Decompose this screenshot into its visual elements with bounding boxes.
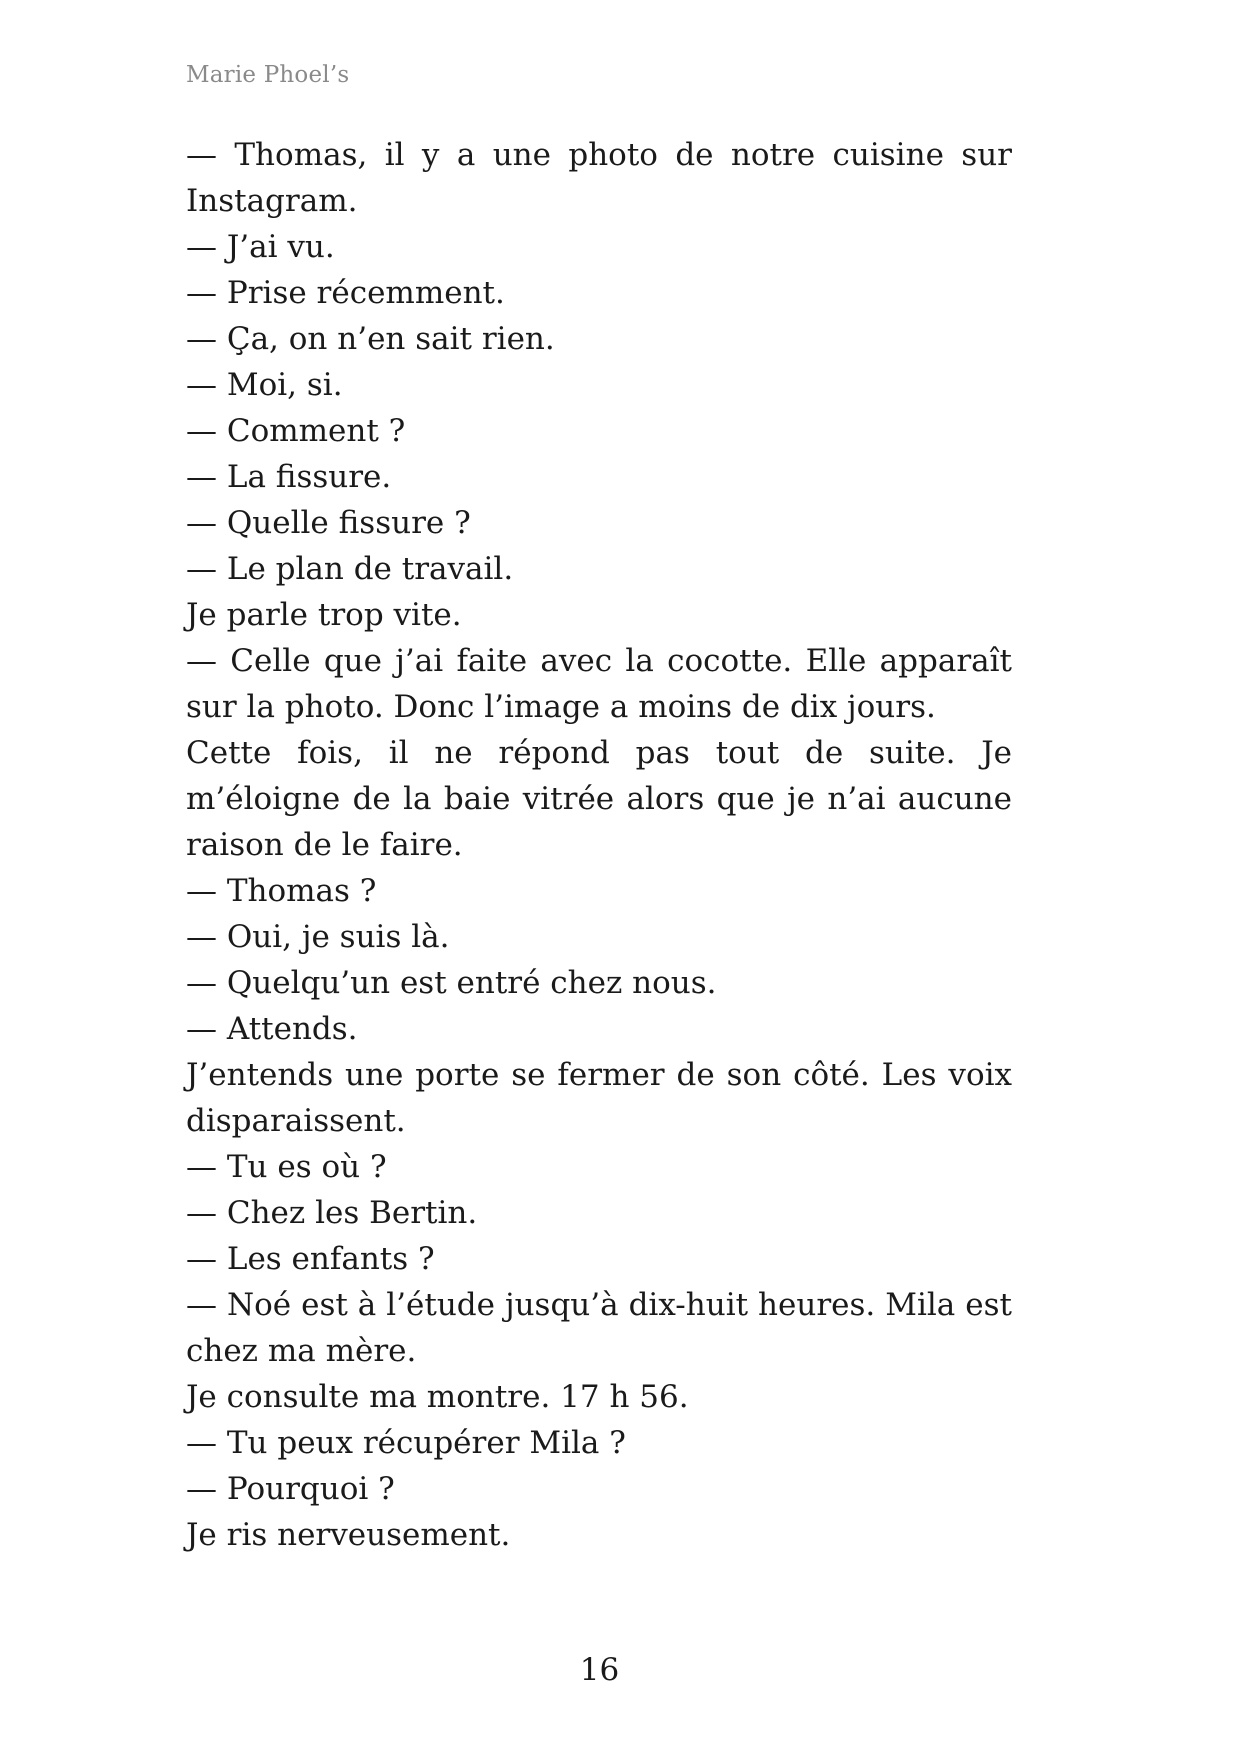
paragraph: Je consulte ma montre. 17 h 56. [186,1379,689,1415]
paragraph: — Quelqu’un est entré chez nous. [186,965,717,1001]
paragraph: — Quelle fissure ? [186,505,471,541]
paragraph: — Noé est à l’étude jusqu’à dix-huit heures. Mila est chez ma mère. [186,1287,1012,1369]
paragraph: J’entends une porte se fermer de son côté. Les voix disparaissent. [186,1057,1012,1139]
paragraph: Je parle trop vite. [186,597,462,633]
running-header: Marie Phoel’s [186,62,350,88]
paragraph: — La fissure. [186,459,392,495]
paragraph: — Thomas ? [186,873,377,909]
paragraph: — Prise récemment. [186,275,505,311]
paragraph: — Thomas, il y a une photo de notre cuisine sur Instagram. [186,137,1012,219]
paragraph: Je ris nerveusement. [186,1517,511,1553]
paragraph: — Le plan de travail. [186,551,514,587]
paragraph: — J’ai vu. [186,229,335,265]
paragraph: Cette fois, il ne répond pas tout de suite. Je m’éloigne de la baie vitrée alors que je n’ai aucune raison de le faire. [186,735,1012,863]
paragraph: — Tu peux récupérer Mila ? [186,1425,626,1461]
paragraph: — Chez les Bertin. [186,1195,478,1231]
paragraph: — Celle que j’ai faite avec la cocotte. Elle apparaît sur la photo. Donc l’image a moins de dix jours. [186,643,1012,725]
page-number: 16 [579,1652,620,1688]
paragraph: — Attends. [186,1011,358,1047]
paragraph: — Tu es où ? [186,1149,387,1185]
paragraph: — Oui, je suis là. [186,919,450,955]
paragraph: — Les enfants ? [186,1241,435,1277]
paragraph: — Ça, on n’en sait rien. [186,321,555,357]
paragraph: — Pourquoi ? [186,1471,395,1507]
paragraph: — Comment ? [186,413,406,449]
body-text [186,132,1012,1558]
paragraph: — Moi, si. [186,367,343,403]
